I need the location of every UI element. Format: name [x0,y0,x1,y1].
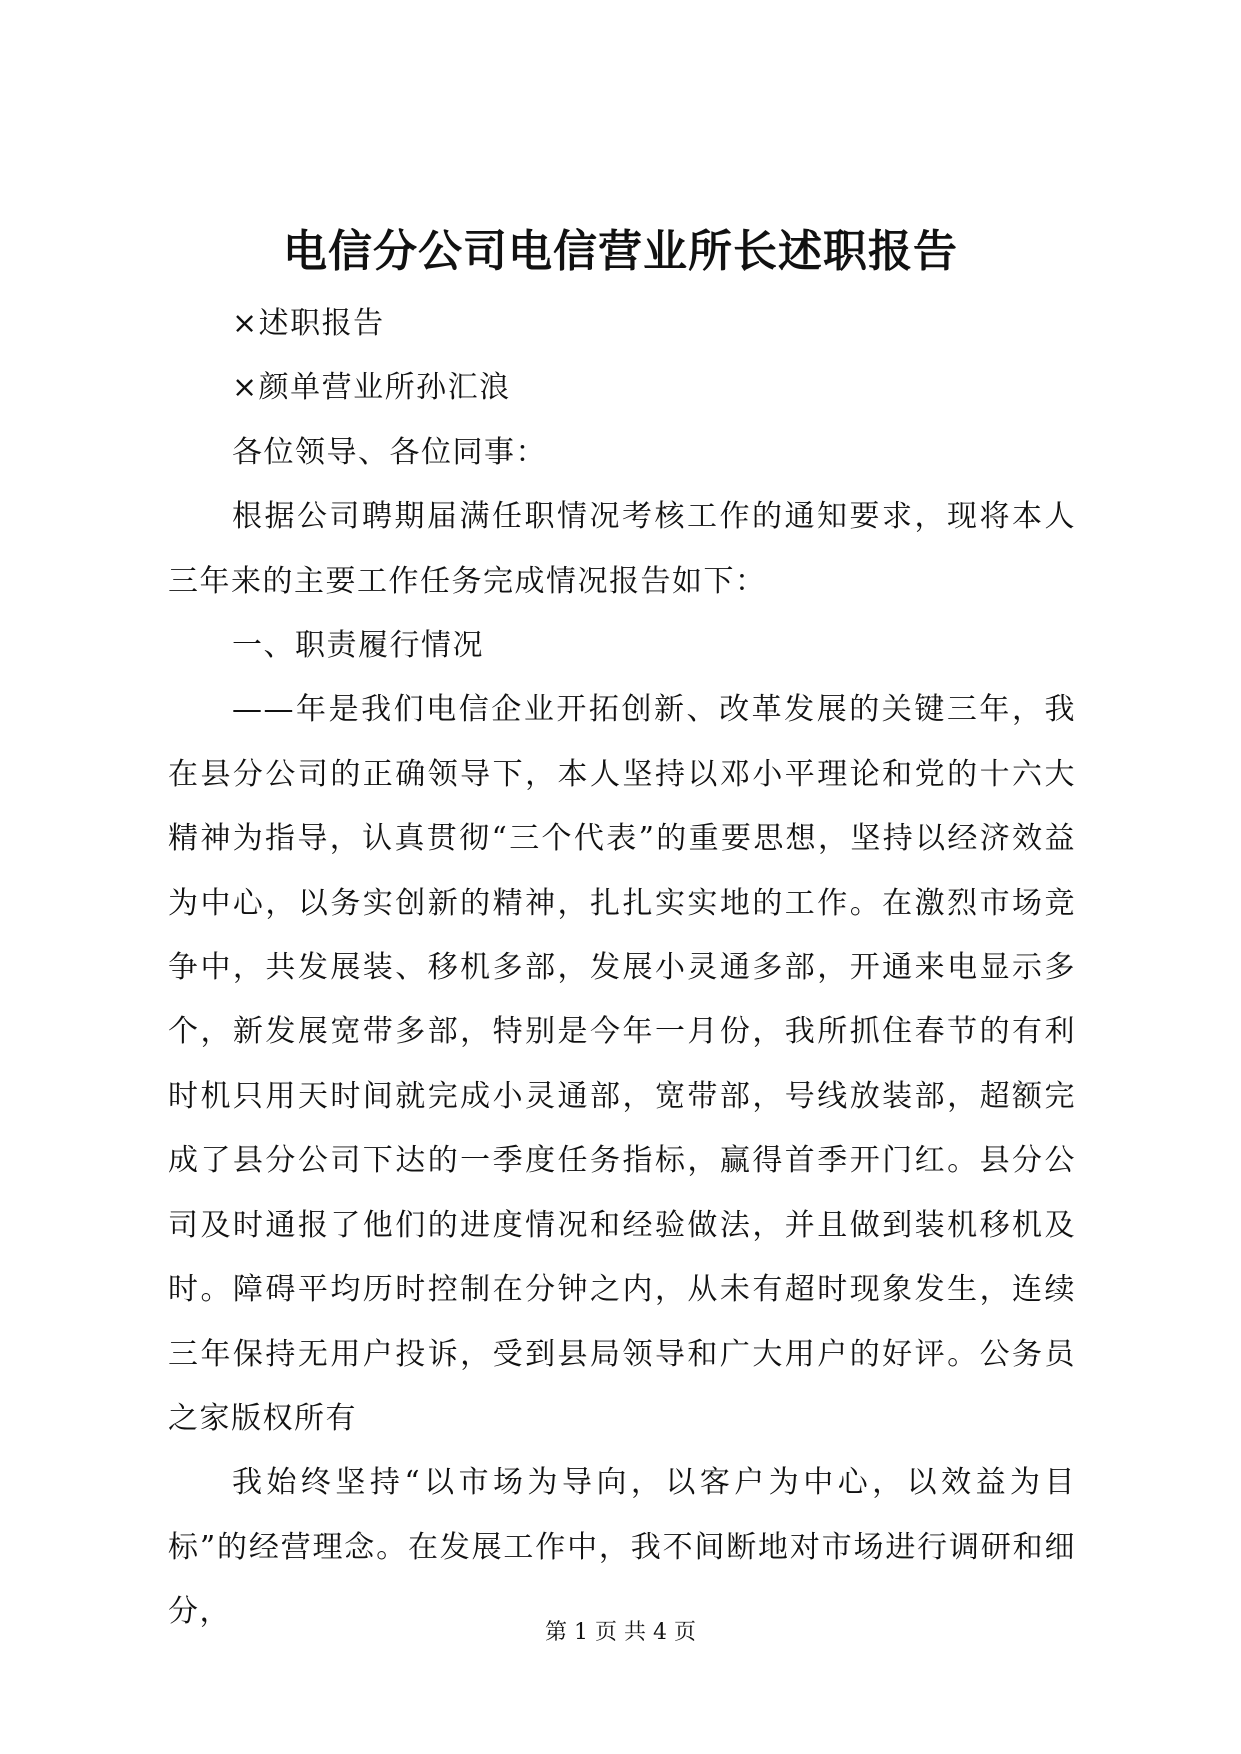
paragraph-heading-2: ×颜单营业所孙汇浪 [232,370,511,406]
document-title: 电信分公司电信营业所长述职报告 [283,226,958,277]
paragraph-philosophy: 我始终坚持“以市场为导向，以客户为中心，以效益为目标”的经营理念。在发展工作中，我不间断地对市场进行调研和细分， [168,1465,1076,1630]
paragraph-heading-1: ×述职报告 [232,306,385,341]
document-body [168,292,1076,1645]
page-footer: 第 1 页 共 4 页 [545,1620,696,1645]
paragraph-main: ——年是我们电信企业开拓创新、改革发展的关键三年，我在县分公司的正确领导下，本人坚持以邓小平理论和党的十六大精神为指导，认真贯彻“三个代表”的重要思想，坚持以经济效益为中心，以务实创新的精神，扎扎实实地的工作。在激烈市场竞争中，共发展装、移机多部，发展小灵通多部，开通来电显示多个，新发展宽带多部，特别是今年一月份，我所抓住春节的有利时机只用天时间就完成小灵通部，宽带部，号线放装部，超额完成了县分公司下达的一季度任务指标，赢得首季开门红。县分公司及时通报了他们的进度情况和经验做法，并且做到装机移机及时。障碍平均历时控制在分钟之内，从未有超时现象发生，连续三年保持无用户投诉，受到县局领导和广大用户的好评。公务员之家版权所有 [168,692,1076,1436]
paragraph-salutation: 各位领导、各位同事： [232,434,547,470]
paragraph-intro: 根据公司聘期届满任职情况考核工作的通知要求，现将本人三年来的主要工作任务完成情况报告如下： [168,499,1076,599]
section-heading: 一、职责履行情况 [232,628,484,664]
